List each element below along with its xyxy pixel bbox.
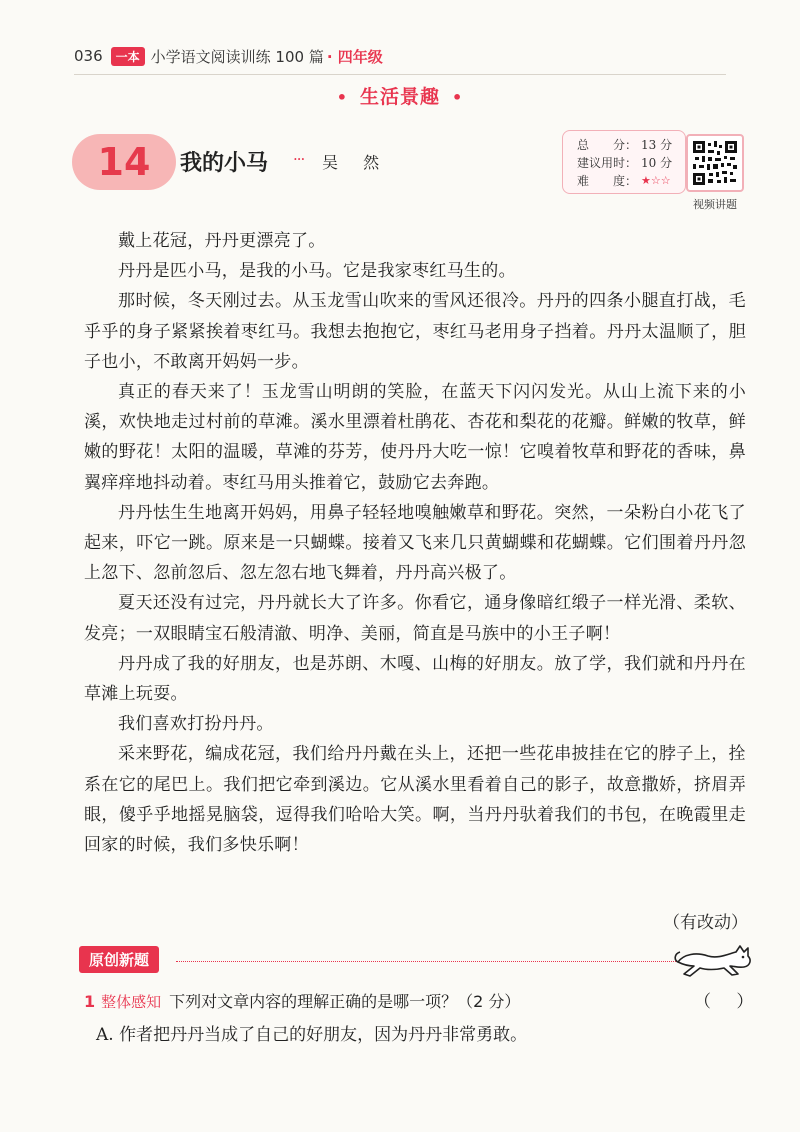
paragraph: 夏天还没有过完，丹丹就长大了许多。你看它，通身像暗红缎子一样光滑、柔软、发亮；一双眼睛宝石般清澈、明净、美丽，简直是马族中的小王子啊！ bbox=[84, 593, 746, 644]
question-text: 下列对文章内容的理解正确的是哪一项？（2 分） bbox=[169, 992, 521, 1011]
question-1 bbox=[84, 990, 764, 1014]
dotted-divider bbox=[176, 961, 720, 962]
lesson-author: 吴 然 bbox=[322, 153, 390, 172]
suggested-time-label: 建议用时： bbox=[577, 156, 638, 170]
page-number: 036 bbox=[74, 47, 103, 65]
bullet-icon: • bbox=[336, 88, 348, 107]
total-score-value: 13 分 bbox=[641, 138, 673, 152]
paragraph: 丹丹成了我的好朋友，也是苏朗、木嘎、山梅的好朋友。放了学，我们就和丹丹在草滩上玩耍。 bbox=[84, 653, 746, 705]
option-a[interactable]: A. 作者把丹丹当成了自己的好朋友，因为丹丹非常勇敢。 bbox=[96, 1025, 528, 1045]
page-header bbox=[74, 42, 383, 70]
revision-note: （有改动） bbox=[663, 913, 748, 933]
original-question-tag: 原创新题 bbox=[79, 946, 159, 973]
suggested-time-row bbox=[563, 154, 685, 172]
author-separator: ··· bbox=[293, 150, 305, 168]
paragraph: 那时候，冬天刚过去。从玉龙雪山吹来的雪风还很冷。丹丹的四条小腿直打战，毛乎乎的身子紧紧挨着枣红马。我想去抱抱它，枣红马老用身子挡着。丹丹太温顺了，胆子也小，不敢离开妈妈一步。 bbox=[84, 291, 746, 372]
suggested-time-value: 10 分 bbox=[641, 156, 673, 170]
video-explanation-label: 视频讲题 bbox=[693, 198, 737, 211]
paragraph: 丹丹怯生生地离开妈妈，用鼻子轻轻地嗅触嫩草和野花。突然，一朵粉白小花飞了起来，吓它一跳。原来是一只蝴蝶。接着又飞来几只黄蝴蝶和花蝴蝶。它们围着丹丹忽上忽下、忽前忽后、忽左忽右地飞舞着，丹丹高兴极了。 bbox=[84, 502, 746, 584]
article-body bbox=[84, 226, 746, 860]
paragraph: 我们喜欢打扮丹丹。 bbox=[118, 714, 274, 735]
book-title: 小学语文阅读训练 100 篇 bbox=[150, 47, 324, 66]
difficulty-label: 难 度： bbox=[577, 174, 638, 188]
answer-blank[interactable]: （ ） bbox=[694, 992, 764, 1012]
lesson-meta-box bbox=[562, 130, 686, 194]
paragraph: 真正的春天来了！玉龙雪山明朗的笑脸，在蓝天下闪闪发光。从山上流下来的小溪，欢快地走过村前的草滩。溪水里漂着杜鹃花、杏花和梨花的花瓣。鲜嫩的牧草，鲜嫩的野花！太阳的温暖，草滩的芬芳，使丹丹大吃一惊！它嗅着牧草和野花的香味，鼻翼痒痒地抖动着。枣红马用头推着它，鼓励它去奔跑。 bbox=[84, 382, 746, 493]
grade-label: · 四年级 bbox=[326, 47, 383, 66]
difficulty-stars-icon: ★☆☆ bbox=[641, 174, 671, 187]
question-number: 1 bbox=[84, 992, 96, 1011]
qr-code-icon[interactable] bbox=[686, 134, 744, 192]
paragraph: 丹丹是匹小马，是我的小马。它是我家枣红马生的。 bbox=[118, 261, 516, 282]
lesson-number-badge bbox=[72, 134, 176, 190]
total-score-row bbox=[563, 136, 685, 154]
header-divider bbox=[74, 74, 726, 75]
lesson-number: 14 bbox=[97, 140, 151, 184]
difficulty-row bbox=[563, 172, 685, 190]
paragraph: 采来野花，编成花冠，我们给丹丹戴在头上，还把一些花串披挂在它的脖子上，拴系在它的尾巴上。我们把它牵到溪边。它从溪水里看着自己的影子，故意撒娇，挤眉弄眼，傻乎乎地摇晃脑袋，逗得我们哈哈大笑。啊，当丹丹驮着我们的书包，在晚霞里走回家的时候，我们多快乐啊！ bbox=[84, 744, 746, 856]
question-type: 整体感知 bbox=[101, 993, 162, 1011]
section-title-text: 生活景趣 bbox=[359, 86, 440, 108]
bullet-icon: • bbox=[452, 88, 464, 107]
total-score-label: 总 分： bbox=[577, 138, 638, 152]
brand-logo: 一本 bbox=[111, 47, 145, 66]
running-cat-icon bbox=[674, 940, 758, 984]
paragraph: 戴上花冠，丹丹更漂亮了。 bbox=[118, 231, 326, 251]
lesson-title: 我的小马 bbox=[180, 151, 269, 176]
section-title bbox=[0, 82, 800, 109]
